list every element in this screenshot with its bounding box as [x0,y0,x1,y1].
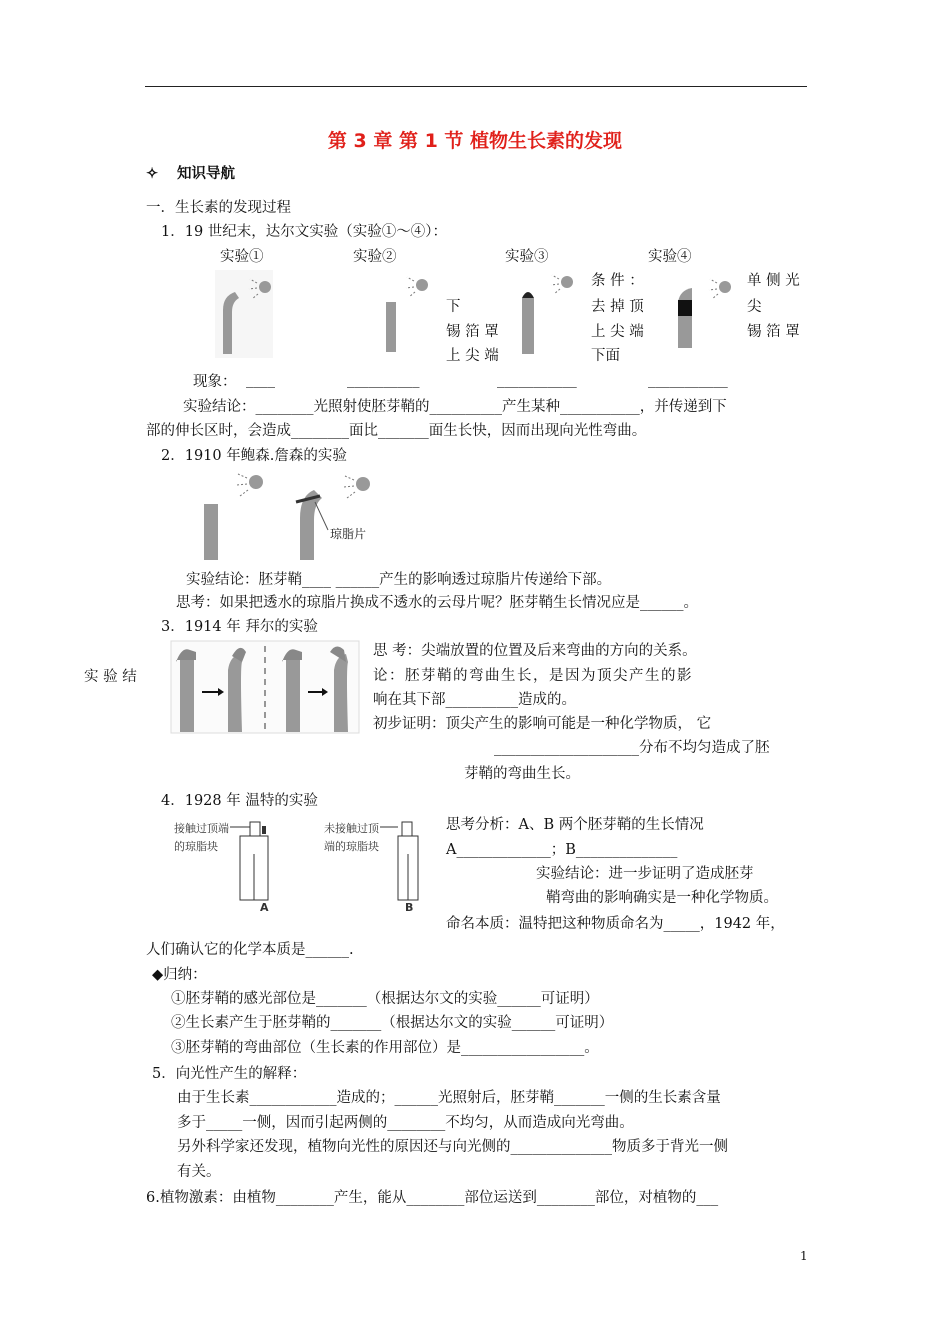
summary-heading: ◆归纳： [152,967,207,983]
letter-b: B [405,901,414,914]
page-title: 第 3 章 第 1 节 植物生长素的发现 [327,130,623,152]
s6-line: 6.植物激素：由植物________产生，能从________部位运送到________部位，对植物的___ [146,1190,719,1206]
phenomenon-blank-2: __________ [347,372,420,388]
s3-left-label: 实 验 结 [84,669,137,685]
exp-label-1: 实验① [220,249,264,265]
phenomenon-blank-1: ____ [246,372,275,388]
section-heading: 一．生长素的发现过程 [146,200,291,216]
label-b-1: 未接触过顶 [324,822,379,835]
label-a-1: 接触过顶端 [174,822,229,835]
tinfoil-sleeve [678,300,692,316]
cond-text: 锡 箔 罩 [747,324,800,340]
s5-heading: 5．向光性产生的解释： [152,1066,307,1082]
s4-conclusion-1: 实验结论：进一步证明了造成胚芽 [536,866,754,882]
page-number: 1 [800,1249,808,1263]
cond-text: 上 尖 端 [591,324,644,340]
coleoptile-shape [386,302,396,352]
label-a-2: 的琼脂块 [174,840,218,853]
summary-item: ①胚芽鞘的感光部位是_______（根据达尔文的实验______可证明） [171,991,599,1007]
cond-text: 尖 [747,299,762,315]
summary-item: ③胚芽鞘的弯曲部位（生长素的作用部位）是_________________。 [171,1040,599,1056]
s2-heading: 2．1910 年鲍森.詹森的实验 [161,448,347,464]
s1-conclusion-line-2: 部的伸长区时，会造成________面比_______面生长快，因而出现向光性弯曲。 [146,423,647,439]
s4-think: 思考分析：A、B 两个胚芽鞘的生长情况 [446,817,704,833]
darwin-exp4-figure [670,270,740,360]
tinfoil-cap [522,292,534,298]
s3-conclusion-1: 论：胚芽鞘的弯曲生长，是因为顶尖产生的影 [373,668,693,684]
light-source-icon [416,279,428,291]
header-rule [145,86,807,87]
s1-heading: 1．19 世纪末，达尔文实验（实验①～④）： [161,224,448,240]
letter-a: A [260,901,269,914]
s3-heading: 3．1914 年 拜尔的实验 [161,619,318,635]
cond-text: 锡 箔 罩 [446,324,499,340]
went-experiment-figure [170,810,420,915]
summary-item: ②生长素产生于胚芽鞘的_______（根据达尔文的实验______可证明） [171,1015,614,1031]
s5-para-2: 多于_____一侧，因而引起两侧的________不均匀，从而造成向光弯曲。 [177,1115,634,1131]
s3-prelim: 初步证明：顶尖产生的影响可能是一种化学物质， 它 [373,716,712,732]
light-source-icon [259,281,271,293]
cond-text: 下 [446,299,461,315]
phenomenon-blank-3: ___________ [497,372,577,388]
exp-label-4: 实验④ [648,249,692,265]
agar-label: 琼脂片 [330,527,367,541]
paal-experiment-figure [170,640,360,734]
light-source-icon [561,276,573,288]
exp-label-3: 实验③ [505,249,549,265]
s2-think: 思考：如果把透水的琼脂片换成不透水的云母片呢？胚芽鞘生长情况应是______。 [176,595,698,611]
cond-text: 去 掉 顶 [591,299,644,315]
s2-conclusion: 实验结论：胚芽鞘____ ______产生的影响透过琼脂片传递给下部。 [186,572,612,588]
exp-label-2: 实验② [353,249,397,265]
light-source-icon [249,475,263,489]
s4-conclusion-2: 鞘弯曲的影响确实是一种化学物质。 [546,890,778,906]
darwin-exp3-figure [515,270,585,360]
s5-para-1: 由于生长素____________造成的；______光照射后，胚芽鞘_______一侧的生长素含量 [177,1090,721,1106]
cond-text: 下面 [591,348,620,364]
s4-heading: 4．1928 年 温特的实验 [161,793,318,809]
s5-para-4: 有关。 [177,1164,221,1180]
nav-icon: ✧ [146,165,159,182]
s1-conclusion-line-1: 实验结论：________光照射使胚芽鞘的__________产生某种___________，并传递到下 [183,399,727,415]
cond-text: 单 侧 光 [747,273,800,289]
darwin-exp1-figure [215,270,275,360]
cond-text: 条 件 ： [591,273,644,289]
jensen-experiment-figure [200,470,380,562]
light-source-icon [356,477,370,491]
s3-conclusion-2: 响在其下部__________造成的。 [373,692,576,708]
cond-text: 上 尖 端 [446,348,499,364]
s5-para-3: 另外科学家还发现，植物向光性的原因还与向光侧的______________物质多于背光一侧 [177,1139,728,1155]
s4-chemistry: 人们确认它的化学本质是______. [146,942,354,958]
s4-naming: 命名本质：温特把这种物质命名为_____，1942 年， [446,916,785,932]
s3-think: 思 考：尖端放置的位置及后来弯曲的方向的关系。 [373,643,697,659]
phenomenon-blank-4: ___________ [648,372,728,388]
phenomenon-label: 现象： [193,374,237,390]
nav-heading: 知识导航 [177,165,235,182]
s3-end: 芽鞘的弯曲生长。 [464,766,580,782]
s4-ab-line: A_____________；B______________ [446,842,678,858]
s3-blank-line: ____________________分布不均匀造成了胚 [494,740,770,756]
darwin-exp2-figure [380,270,440,360]
label-b-2: 端的琼脂块 [324,840,379,853]
light-source-icon [719,281,731,293]
